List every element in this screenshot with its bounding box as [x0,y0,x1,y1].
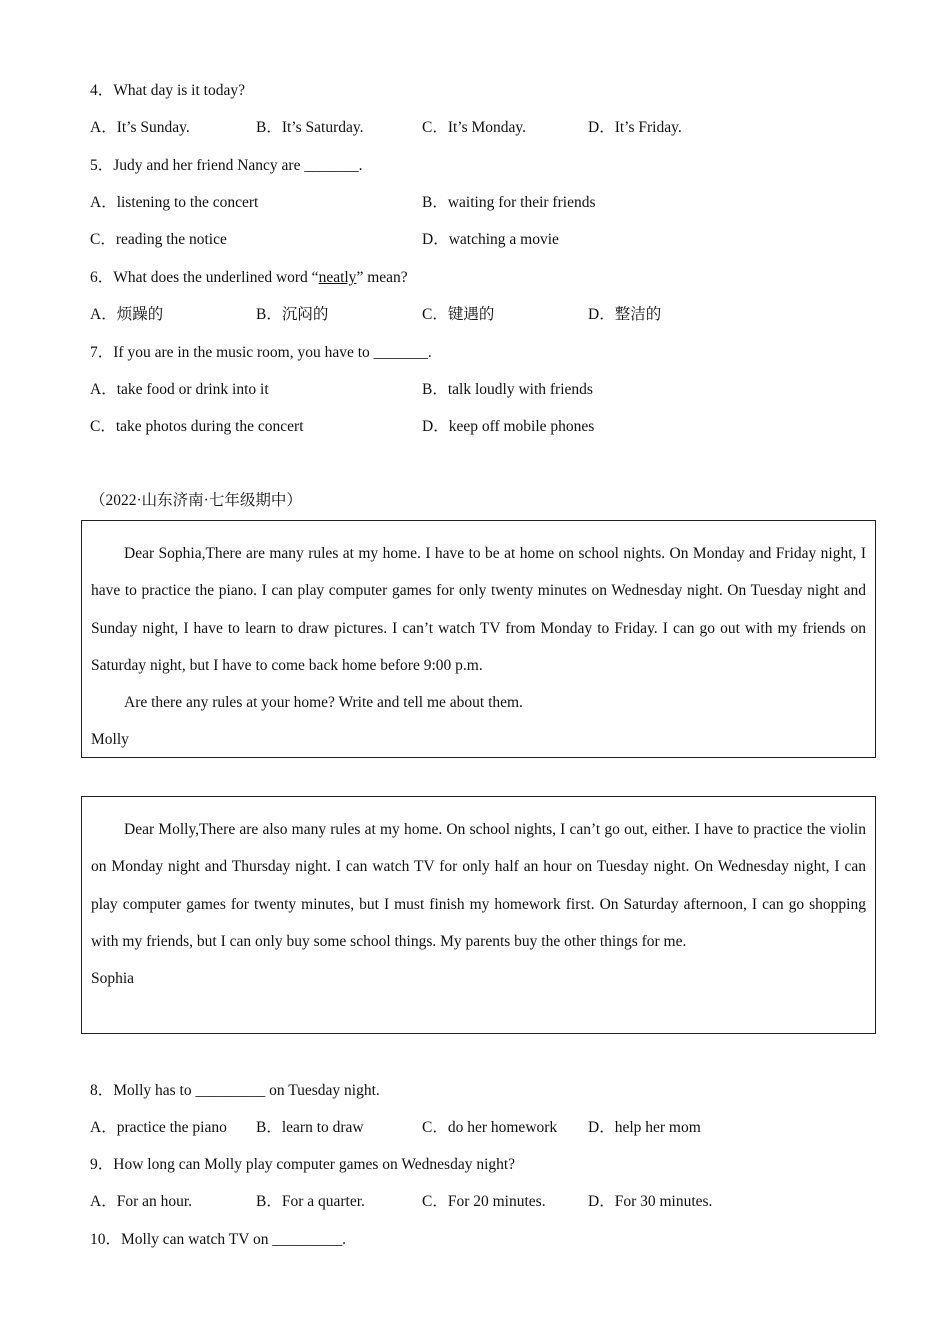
letter-box-molly [81,520,876,758]
q9-option-c: C．For 20 minutes. [422,1193,546,1210]
q6-option-b: B．沉闷的 [256,306,329,323]
letter1-paragraph-2: Are there any rules at your home? Write and tell me about them. [124,694,523,712]
q7-option-d: D．keep off mobile phones [422,418,595,435]
letter-box-sophia [81,796,876,1034]
q4-option-b: B．It’s Saturday. [256,119,364,136]
letter2-paragraph-1: Dear Molly,There are also many rules at my home. On school nights, I can’t go out, either. I have to practice the violin on Monday night and Thursday night. I can watch TV for only half an hour on Tuesday night. On Wednesday night, I can play computer games for twenty minutes, but I must finish my homework first. On Saturday afternoon, I can go shopping with my friends, but I can only buy some school things. My parents buy the other things for me. [91,821,866,950]
q9-option-d: D．For 30 minutes. [588,1193,713,1210]
q4-option-a: A．It’s Sunday. [90,119,190,136]
q9-option-b: B．For a quarter. [256,1193,365,1210]
q7-option-a: A．take food or drink into it [90,381,269,398]
q5-option-b: B．waiting for their friends [422,194,596,211]
question-7-stem: 7．If you are in the music room, you have to _______. [90,344,432,361]
q7-option-c: C．take photos during the concert [90,418,304,435]
q8-option-a: A．practice the piano [90,1119,227,1136]
q9-option-a: A．For an hour. [90,1193,193,1210]
question-6-stem [90,268,408,288]
q8-option-b: B．learn to draw [256,1119,364,1136]
q4-option-c: C．It’s Monday. [422,119,527,136]
q6-option-c: C．键遇的 [422,306,495,323]
q5-option-d: D．watching a movie [422,231,559,248]
letter2-signature: Sophia [91,970,135,988]
question-5-stem: 5．Judy and her friend Nancy are _______. [90,157,363,174]
underlined-word: neatly [318,269,357,286]
question-8-stem: 8．Molly has to _________ on Tuesday night. [90,1082,380,1099]
q6-stem-before: 6．What does the underlined word “ [90,269,319,286]
q8-option-d: D．help her mom [588,1119,701,1136]
question-9-stem: 9．How long can Molly play computer games on Wednesday night? [90,1156,516,1173]
q4-option-d: D．It’s Friday. [588,119,682,136]
q6-stem-after: ” mean? [356,269,408,286]
question-10-stem: 10．Molly can watch TV on _________. [90,1231,347,1248]
question-4-stem: 4．What day is it today? [90,82,245,99]
q6-option-a: A．烦躁的 [90,306,164,323]
letter1-paragraph-1: Dear Sophia,There are many rules at my home. I have to be at home on school nights. On Monday and Friday night, I have to practice the piano. I can play computer games for only twenty minutes on Wednesday night. On Tuesday night and Sunday night, I have to learn to draw pictures. I can’t watch TV from Monday to Friday. I can go out with my friends on Saturday night, but I have to come back home before 9:00 p.m. [91,545,866,674]
letter1-signature: Molly [91,731,129,749]
exam-source: （2022·山东济南·七年级期中） [90,492,302,509]
q5-option-a: A．listening to the concert [90,194,259,211]
q8-option-c: C．do her homework [422,1119,558,1136]
q6-option-d: D．整洁的 [588,306,662,323]
q7-option-b: B．talk loudly with friends [422,381,593,398]
q5-option-c: C．reading the notice [90,231,227,248]
